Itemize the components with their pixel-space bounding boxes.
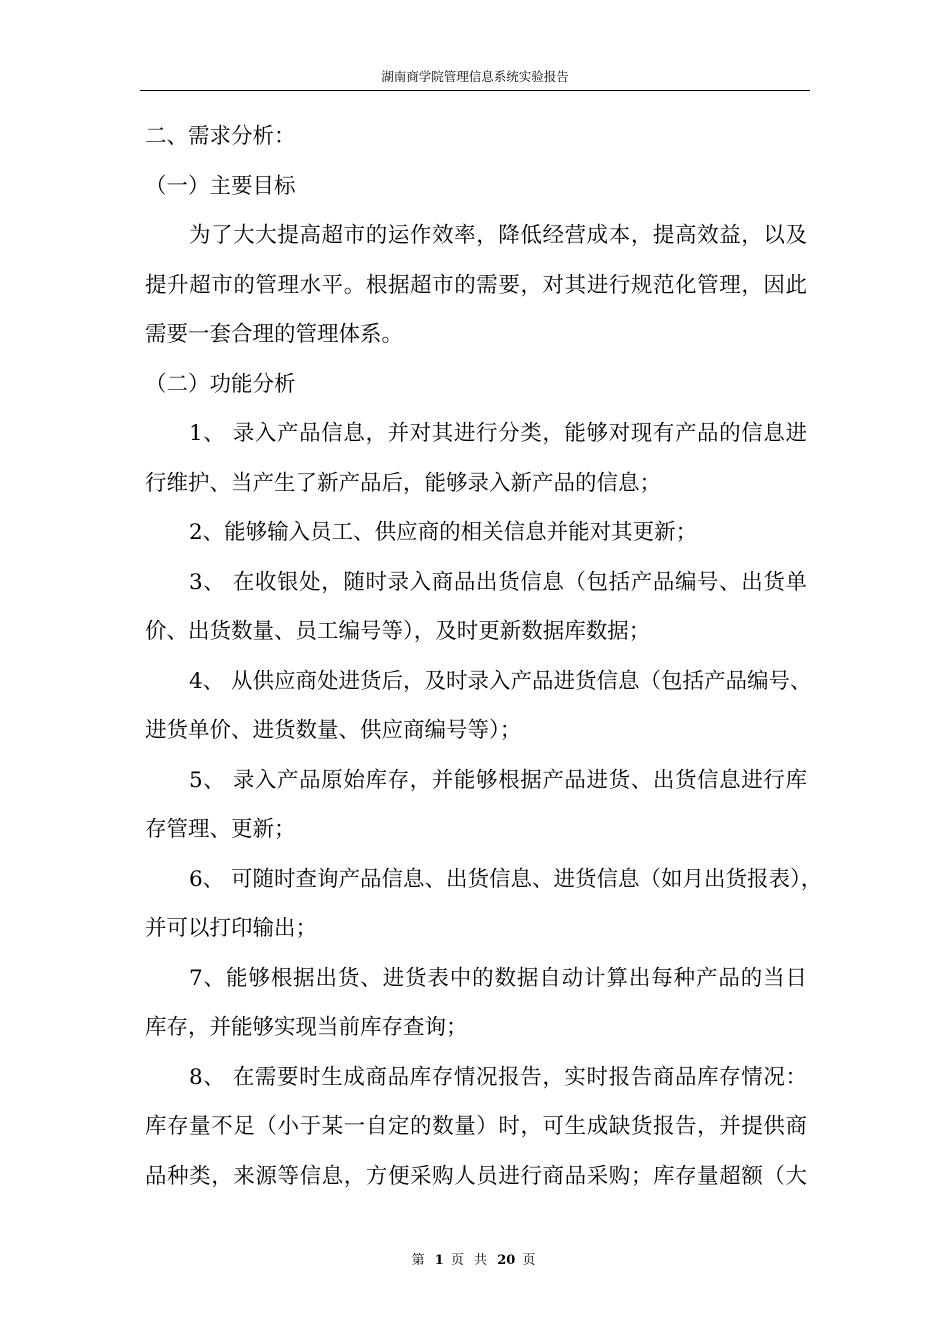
text-line: 库存，并能够实现当前库存查询； bbox=[145, 1015, 468, 1040]
text-line: 1、 录入产品信息，并对其进行分类，能够对现有产品的信息进 bbox=[189, 421, 807, 446]
text-line: 2、能够输入员工、供应商的相关信息并能对其更新； bbox=[189, 520, 698, 545]
text-line: 进货单价、进货数量、供应商编号等）； bbox=[145, 718, 522, 743]
text-line: 二、需求分析： bbox=[145, 124, 296, 149]
document-body bbox=[145, 112, 823, 1201]
text-line: 3、 在收银处，随时录入商品出货信息（包括产品编号、出货单 bbox=[189, 569, 807, 595]
text-line: 5、 录入产品原始库存，并能够根据产品进货、出货信息进行库 bbox=[189, 767, 807, 793]
footer-prefix: 第 bbox=[411, 1253, 428, 1268]
text-line: 品种类，来源等信息，方便采购人员进行商品采购；库存量超额（大 bbox=[145, 1163, 807, 1189]
total-page-count: 20 bbox=[497, 1253, 516, 1268]
header-title: 湖南商学院管理信息系统实验报告 bbox=[381, 69, 569, 84]
current-page-number: 1 bbox=[434, 1253, 444, 1268]
text-line: 库存量不足（小于某一自定的数量）时，可生成缺货报告，并提供商 bbox=[145, 1114, 807, 1139]
text-line: 提升超市的管理水平。根据超市的需要，对其进行规范化管理，因此 bbox=[145, 272, 807, 298]
text-line: （二）功能分析 bbox=[145, 371, 296, 397]
text-line: 为了大大提高超市的运作效率，降低经营成本，提高效益，以及 bbox=[189, 223, 807, 248]
text-line: 7、能够根据出货、进货表中的数据自动计算出每种产品的当日 bbox=[189, 965, 807, 991]
footer-suffix: 页 bbox=[522, 1253, 539, 1268]
text-line: 存管理、更新； bbox=[145, 817, 296, 842]
page-footer bbox=[0, 1249, 950, 1268]
footer-mid: 页 共 bbox=[450, 1253, 491, 1268]
page-header bbox=[140, 70, 810, 91]
text-line: 8、 在需要时生成商品库存情况报告，实时报告商品库存情况： bbox=[189, 1064, 807, 1090]
text-line: 6、 可随时查询产品信息、出货信息、进货信息（如月出货报表）， bbox=[189, 866, 823, 892]
text-line: 需要一套合理的管理体系。 bbox=[145, 322, 404, 347]
text-line: 价、出货数量、员工编号等），及时更新数据库数据； bbox=[145, 619, 651, 644]
text-line: 4、 从供应商处进货后，及时录入产品进货信息（包括产品编号、 bbox=[189, 668, 812, 694]
text-line: （一）主要目标 bbox=[145, 173, 296, 199]
text-line: 并可以打印输出； bbox=[145, 916, 318, 941]
text-line: 行维护、当产生了新产品后，能够录入新产品的信息； bbox=[145, 470, 662, 496]
